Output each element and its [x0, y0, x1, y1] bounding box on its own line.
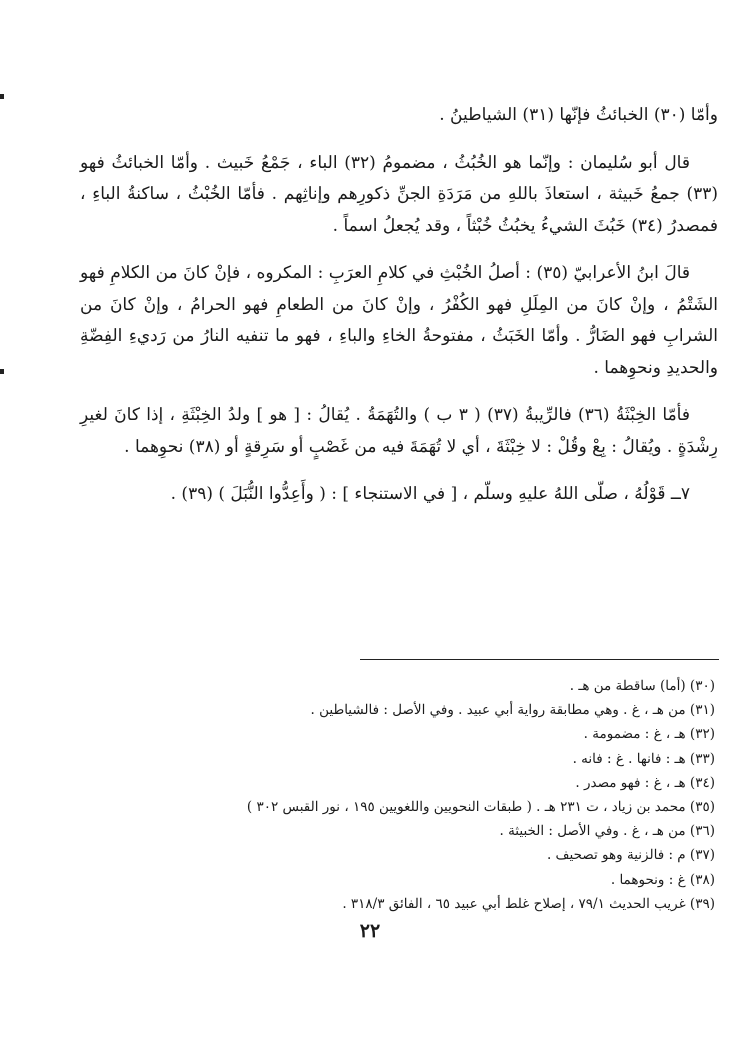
footnote-divider: [360, 659, 719, 660]
page-number: ٢٢: [359, 920, 381, 942]
footnote: (٣٣) هـ : فانها . غ : فانه .: [572, 750, 715, 767]
footnote: (٣٩) غريب الحديث ٧٩/١ ، إصلاح غلط أبي عبيد ٦٥ ، الفائق ٣١٨/٣ .: [342, 895, 715, 912]
margin-mark: [0, 369, 4, 374]
footnote: (٣٢) هـ ، غ : مضمومة .: [583, 726, 715, 743]
footnote: (٣٧) م : فالزنية وهو تصحيف .: [546, 847, 715, 864]
footnote: (٣٨) غ : ونحوهما .: [610, 871, 715, 888]
main-text: [80, 100, 718, 527]
footnote: (٣٥) محمد بن زياد ، ت ٢٣١ هـ . ( طبقات النحويين واللغويين ١٩٥ ، نور القبس ٣٠٢ ): [246, 799, 715, 816]
margin-mark: [0, 94, 4, 99]
paragraph: فأمّا الخِبْثَةُ (٣٦) فالرِّيبةُ (٣٧) ( ٣ ب ) والتُهَمَةُ . يُقالُ : [ هو ] ولدُ الخِبْثَةِ ، إذا كانَ لغيرِ رِشْدَةٍ . ويُقالُ : بِعْ وقُلْ : لا خِبْثَةَ ، أي لا تُهَمَةَ فيه من غَصْبٍ أو سَرِقةٍ أو (٣٨) نحوِهما .: [80, 405, 718, 457]
footnotes: [100, 674, 715, 916]
paragraph: وأمّا (٣٠) الخبائثُ فإنّها (٣١) الشياطينُ .: [439, 105, 718, 125]
footnote: (٣٠) (أما) ساقطة من هـ .: [569, 678, 715, 694]
footnote: (٣٤) هـ ، غ : فهو مصدر .: [575, 774, 715, 791]
paragraph: قال أبو سُليمان : وإنّما هو الخُبُثُ ، مضمومُ (٣٢) الباء ، جَمْعُ خَبيث . وأمّا الخبائثُ فهو (٣٣) جمعُ خَبيثة ، استعاذَ باللهِ من مَرَدَةِ الجنِّ ذكورِهم وإناثِهم . فأمّا الخُبْثُ ، ساكنةُ الباءِ ، فمصدرُ (٣٤) خَبُثَ الشيءُ يخبُثُ خُبْثاً ، وقد يُجعلُ اسماً .: [80, 152, 718, 236]
footnote: (٣١) من هـ ، غ . وهي مطابقة رواية أبي عبيد . وفي الأصل : فالشياطين .: [310, 702, 715, 719]
paragraph: ٧ــ قَوْلُهُ ، صلّى اللهُ عليهِ وسلّم ، [ في الاستنجاء ] : ( وأَعِدُّوا النُّبَلَ ) (٣٩) .: [170, 484, 690, 504]
paragraph: قالَ ابنُ الأعرابيّ (٣٥) : أصلُ الخُبْثِ في كلامِ العرَبِ : المكروه ، فإنْ كانَ من الكلامِ فهو الشَتْمُ ، وإنْ كانَ من المِلَلِ فهو الكُفْرُ ، وإنْ كانَ من الطعامِ فهو الحرامُ ، وإنْ كانَ من الشرابِ فهو الضَارُّ . وأمّا الخَبَثُ ، مفتوحةُ الخاءِ والباءِ ، فهو ما تنفيه النارُ من رَديءِ الفِضّةِ والحديدِ ونحوِهما .: [80, 263, 718, 378]
footnote: (٣٦) من هـ ، غ . وفي الأصل : الخبيثة .: [499, 823, 715, 840]
